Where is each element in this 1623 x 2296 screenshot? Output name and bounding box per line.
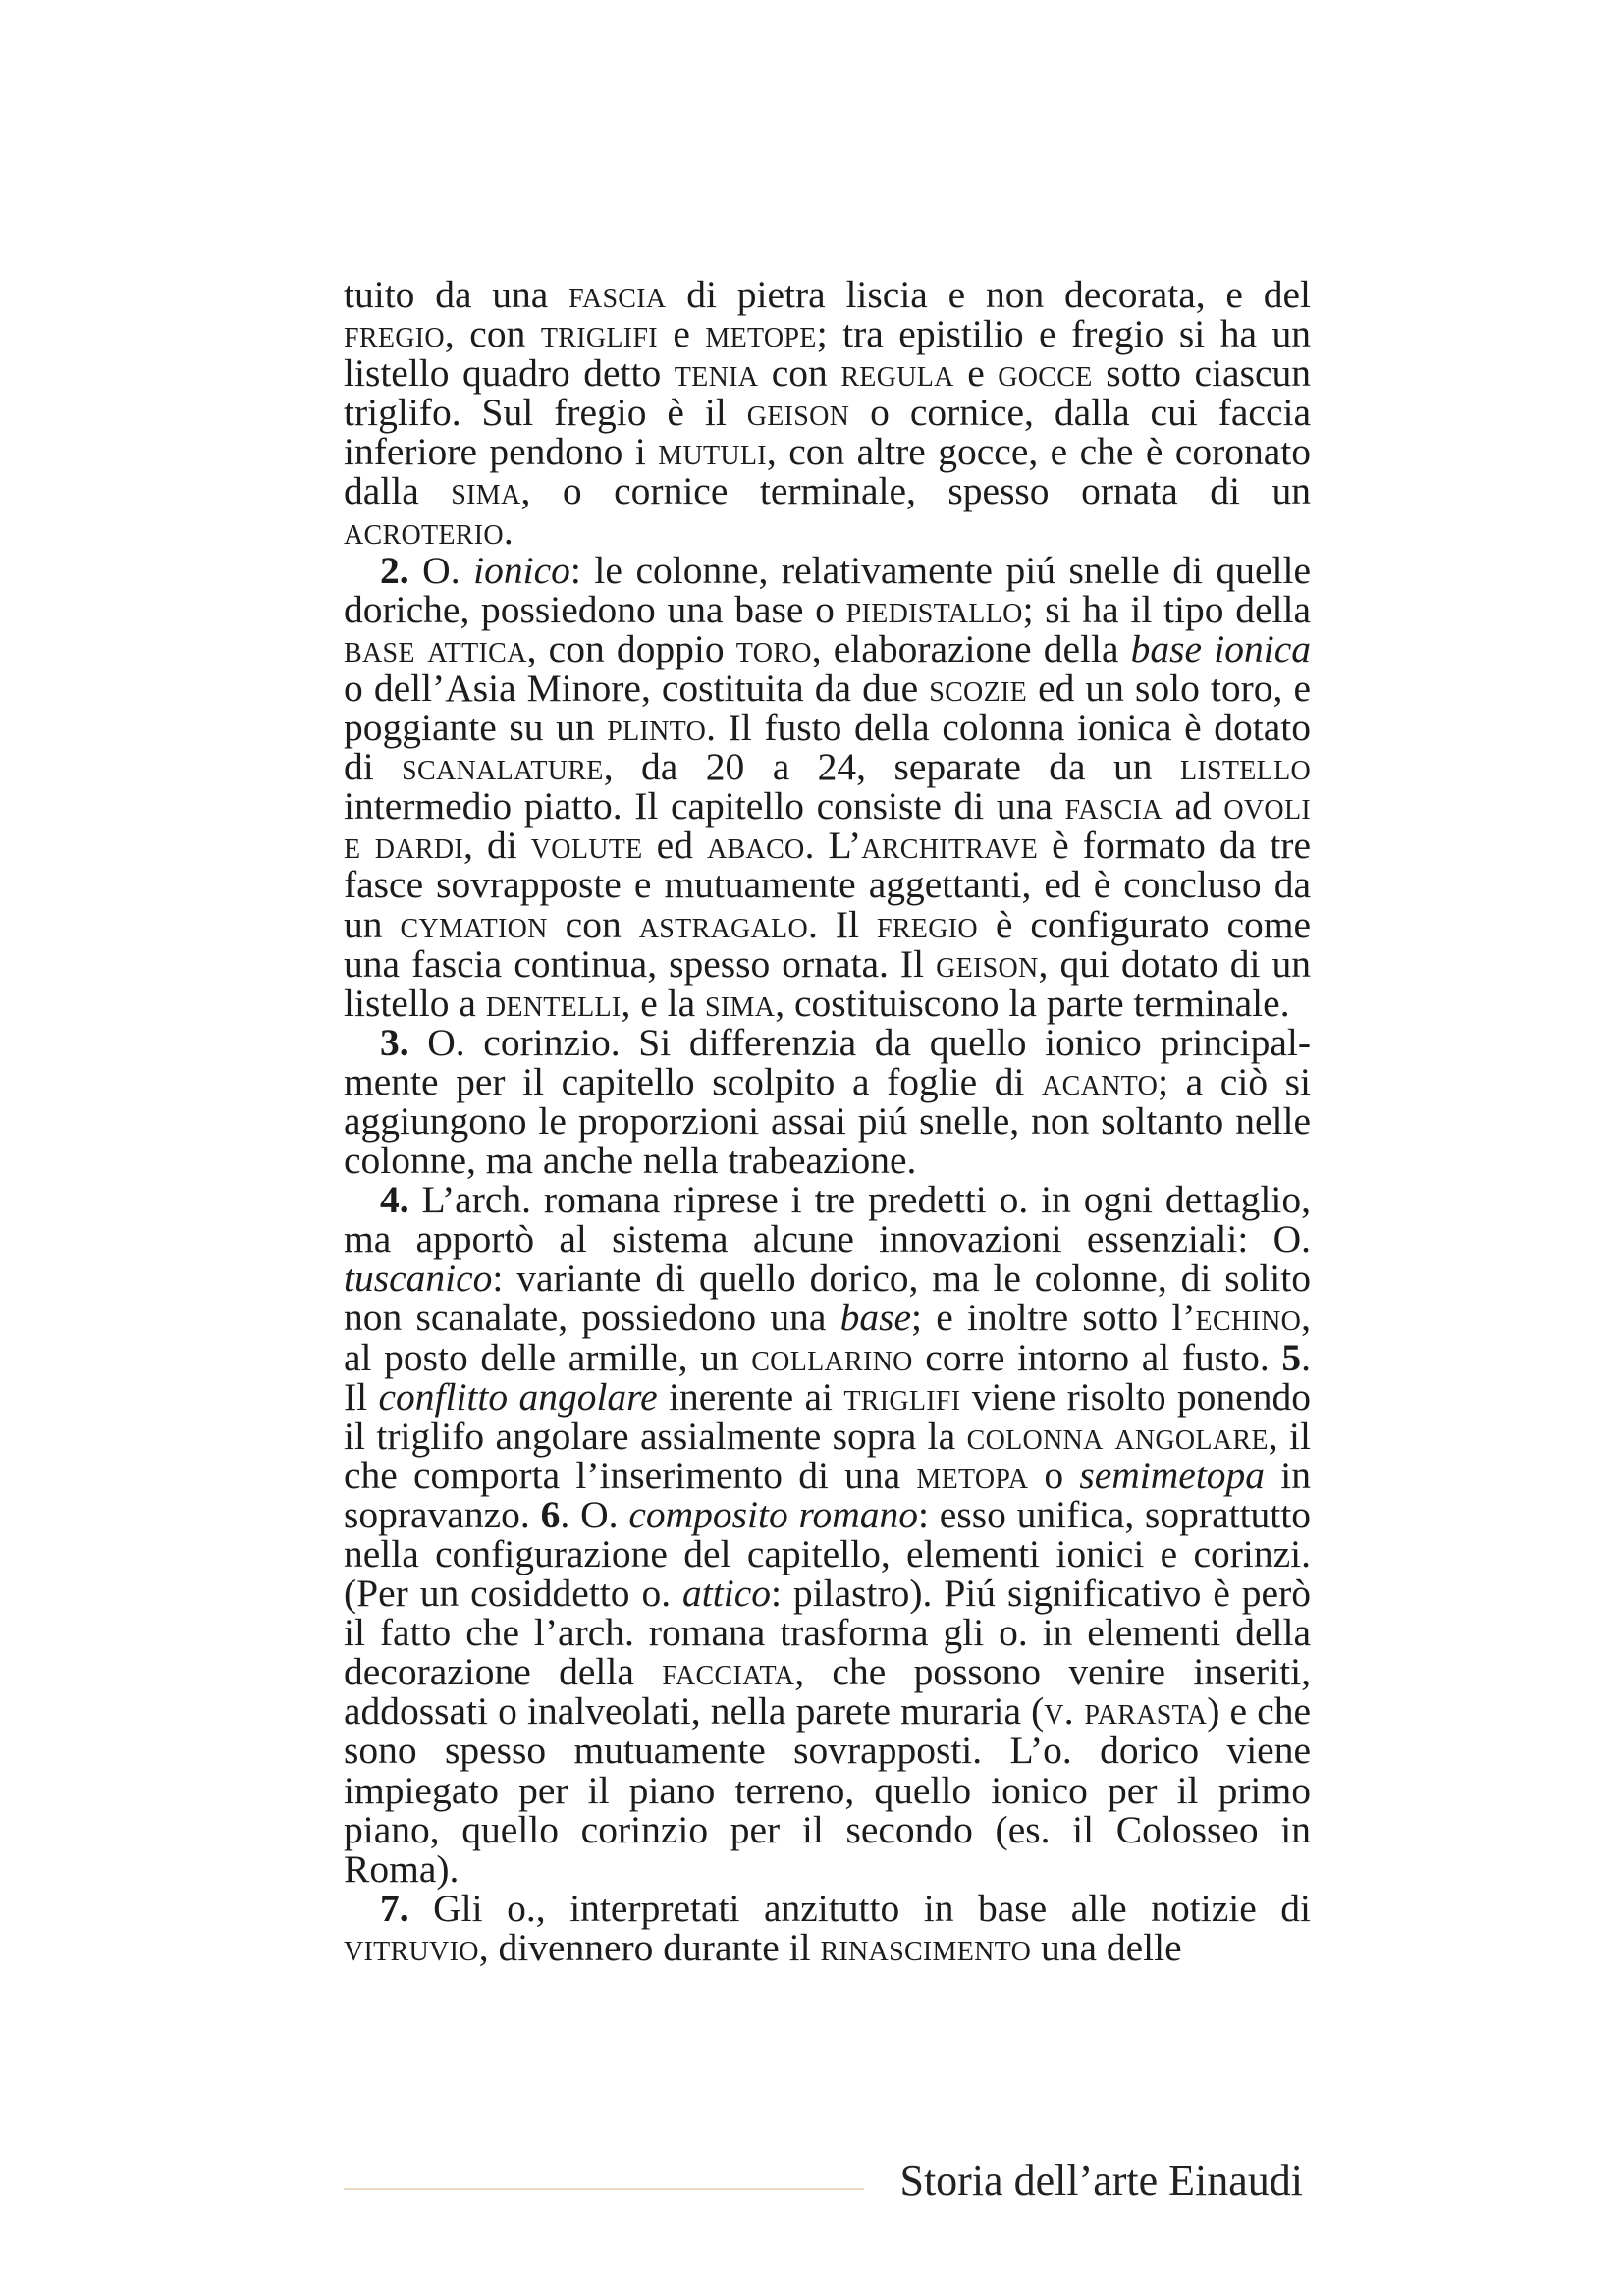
text-run: viene risolto ponendo il triglifo angolare assialmente sopra la bbox=[344, 1374, 1311, 1458]
section-number: 5 bbox=[1281, 1335, 1302, 1379]
cross-reference-term: dentelli bbox=[485, 981, 622, 1025]
text-run: . Il bbox=[344, 1335, 1311, 1418]
cross-reference-term: fascia bbox=[568, 273, 667, 316]
cross-reference-term: acroterio bbox=[344, 508, 504, 553]
text-run: . O. bbox=[560, 1492, 629, 1536]
paragraph-4-roman-orders bbox=[344, 1180, 1311, 1889]
text-run: , al posto delle armille, un bbox=[344, 1296, 1311, 1379]
text-run: è configurato come una fascia continua, spesso ornata. Il bbox=[344, 902, 1311, 986]
cross-reference-term: abaco bbox=[707, 824, 805, 868]
cross-reference-term: astragalo bbox=[638, 902, 808, 946]
text-run: corre intorno al fusto. bbox=[912, 1335, 1282, 1379]
footer-brand: Storia dell’arte Einaudi bbox=[899, 2157, 1303, 2205]
text-run: . Il bbox=[807, 902, 877, 946]
text-run: L’arch. romana riprese i tre predetti o. in ogni dettaglio, ma apportò al sistema alcune innovazioni essenziali: O. bbox=[344, 1178, 1311, 1261]
italic-term: ionico bbox=[473, 548, 570, 592]
paragraph-1-continuation bbox=[344, 275, 1311, 551]
paragraph-3-corinthian-order bbox=[344, 1020, 1312, 1183]
page-body bbox=[344, 275, 1311, 1967]
text-run: con bbox=[547, 902, 639, 946]
text-run: è formato da tre fasce sovrapposte e mutuamente aggettanti, ed è concluso da un bbox=[344, 824, 1311, 946]
section-number: 7. bbox=[380, 1886, 409, 1930]
cross-reference-term: gocce bbox=[998, 351, 1093, 396]
section-number: 6 bbox=[540, 1492, 561, 1536]
text-run: O. corinzio. Si differenzia da quello ionico principalmente per il capitello scolpito a foglie di bbox=[344, 1020, 1311, 1103]
text-run: , con altre gocce, e che è coronato dalla bbox=[344, 430, 1311, 513]
text-run: . Il fusto della colonna ionica è dotato di bbox=[344, 706, 1311, 789]
text-run: o dell’Asia Minore, costituita da due bbox=[344, 666, 930, 710]
cross-reference-term: rinascimento bbox=[820, 1925, 1032, 1969]
italic-term: semimetopa bbox=[1079, 1453, 1266, 1497]
italic-term: base bbox=[839, 1296, 912, 1340]
italic-term: composito romano bbox=[628, 1492, 918, 1536]
cross-reference-term: metopa bbox=[916, 1453, 1029, 1497]
cross-reference-term: piedistallo bbox=[845, 587, 1023, 631]
cross-reference-term: vitruvio bbox=[344, 1925, 479, 1969]
cross-reference-term: triglifi bbox=[540, 312, 658, 356]
text-run: Gli o., interpretati anzitutto in base alle notizie di bbox=[408, 1886, 1311, 1930]
cross-reference-term: tenia bbox=[674, 351, 759, 396]
text-run: , che possono venire inseriti, addossati o inalveolati, nella parete muraria ( bbox=[344, 1650, 1311, 1734]
italic-term: attico bbox=[682, 1572, 771, 1616]
cross-reference-term: v. parasta bbox=[1044, 1689, 1208, 1734]
text-run: : le colonne, relativamente piú snelle di quelle doriche, possiedono una base o bbox=[344, 548, 1311, 631]
footer-divider bbox=[344, 2188, 864, 2190]
text-run: . bbox=[503, 508, 514, 553]
cross-reference-term: colonna angolare bbox=[966, 1414, 1269, 1458]
cross-reference-term: cymation bbox=[400, 902, 548, 946]
text-run: ; si ha il tipo della bbox=[1022, 587, 1311, 631]
italic-term: tuscanico bbox=[344, 1256, 493, 1301]
cross-reference-term: triglifi bbox=[843, 1374, 961, 1418]
text-run: e bbox=[657, 312, 706, 356]
text-run: ; a ciò si aggiungono le proporzioni assai piú snelle, non soltanto nelle colonne, ma anche nella trabeazione. bbox=[344, 1059, 1312, 1183]
cross-reference-term: scanalature bbox=[402, 745, 604, 789]
cross-reference-term: geison bbox=[746, 391, 850, 435]
italic-term: base ionica bbox=[1130, 626, 1311, 670]
cross-reference-term: mutuli bbox=[658, 430, 767, 474]
cross-reference-term: plinto bbox=[607, 706, 707, 750]
cross-reference-term: ovoli e dardi bbox=[344, 784, 1311, 868]
cross-reference-term: listello bbox=[1179, 745, 1311, 789]
cross-reference-term: fregio bbox=[344, 312, 445, 356]
text-run: in sopravanzo. bbox=[344, 1453, 1311, 1536]
text-run: inerente ai bbox=[657, 1374, 844, 1418]
text-run: , e la bbox=[621, 981, 706, 1025]
text-run: , con doppio bbox=[526, 626, 736, 670]
text-run: o bbox=[1028, 1453, 1080, 1497]
cross-reference-term: toro bbox=[735, 626, 812, 670]
text-run: , da 20 a 24, separate da un bbox=[603, 745, 1180, 789]
text-run: ; tra epistilio e fregio si ha un listello quadro detto bbox=[344, 312, 1311, 396]
text-run: , elaborazione della bbox=[811, 626, 1131, 670]
section-number: 4. bbox=[380, 1178, 409, 1222]
text-run: di pietra liscia e non decorata, e del bbox=[666, 273, 1311, 316]
cross-reference-term: metope bbox=[705, 312, 817, 356]
text-run: intermedio piatto. Il capitello consiste di una bbox=[344, 784, 1065, 828]
cross-reference-term: sima bbox=[451, 469, 521, 513]
text-run: , divennero durante il bbox=[478, 1925, 821, 1969]
section-number: 2. bbox=[380, 548, 409, 592]
text-run: O. bbox=[408, 548, 474, 592]
text-run: ed bbox=[642, 824, 708, 868]
text-run: , con bbox=[444, 312, 541, 356]
text-run: , il che comporta l’inserimento di una bbox=[344, 1414, 1311, 1497]
italic-term: conflitto angolare bbox=[378, 1374, 658, 1418]
text-run: , di bbox=[462, 824, 531, 868]
cross-reference-term: geison bbox=[936, 941, 1039, 986]
text-run: ) e che sono spesso mutuamente sovrapposti. L’o. dorico viene impiegato per il piano terreno, quello ionico per il primo piano, quello corinzio per il secondo (es. il Colosseo in Roma). bbox=[344, 1689, 1312, 1891]
text-run: o cornice, dalla cui faccia inferiore pendono i bbox=[344, 391, 1311, 474]
cross-reference-term: collarino bbox=[751, 1335, 913, 1379]
cross-reference-term: acanto bbox=[1042, 1059, 1159, 1103]
paragraph-7-renaissance bbox=[344, 1886, 1311, 1969]
cross-reference-term: regula bbox=[840, 351, 954, 396]
cross-reference-term: scozie bbox=[929, 666, 1028, 710]
text-run: , qui dotato di un listello a bbox=[344, 941, 1311, 1025]
cross-reference-term: echino bbox=[1195, 1296, 1302, 1340]
text-run: : pilastro). Piú significativo è però il fatto che l’arch. romana trasforma gli o. in elementi della decorazione della bbox=[344, 1572, 1311, 1694]
text-run: : esso unifica, soprattutto nella configurazione del capitello, elementi ionici e corinzi. (Per un cosiddetto o. bbox=[344, 1492, 1311, 1616]
cross-reference-term: fregio bbox=[876, 902, 978, 946]
text-run: e bbox=[953, 351, 999, 396]
text-run: con bbox=[758, 351, 841, 396]
section-number: 3. bbox=[380, 1020, 409, 1064]
text-run: tuito da una bbox=[344, 273, 569, 316]
cross-reference-term: fascia bbox=[1064, 784, 1163, 828]
text-run: : variante di quello dorico, ma le colonne, di solito non scanalate, possiedono una bbox=[344, 1256, 1311, 1340]
text-run: sotto ciascun triglifo. Sul fregio è il bbox=[344, 351, 1311, 435]
text-run: , costituiscono la parte terminale. bbox=[775, 981, 1290, 1025]
cross-reference-term: facciata bbox=[662, 1650, 795, 1694]
text-run: ad bbox=[1162, 784, 1224, 828]
paragraph-2-ionic-order bbox=[344, 548, 1311, 1025]
text-run: , o cornice terminale, spesso ornata di un bbox=[520, 469, 1312, 513]
text-run: . L’ bbox=[804, 824, 862, 868]
cross-reference-term: volute bbox=[530, 824, 643, 868]
text-run: ed un solo toro, e poggiante su un bbox=[344, 666, 1311, 750]
text-run: ; e inoltre sotto l’ bbox=[911, 1296, 1196, 1340]
cross-reference-term: architrave bbox=[861, 824, 1039, 868]
cross-reference-term: sima bbox=[705, 981, 776, 1025]
cross-reference-term: base attica bbox=[344, 626, 527, 670]
text-run: una delle bbox=[1031, 1925, 1182, 1969]
